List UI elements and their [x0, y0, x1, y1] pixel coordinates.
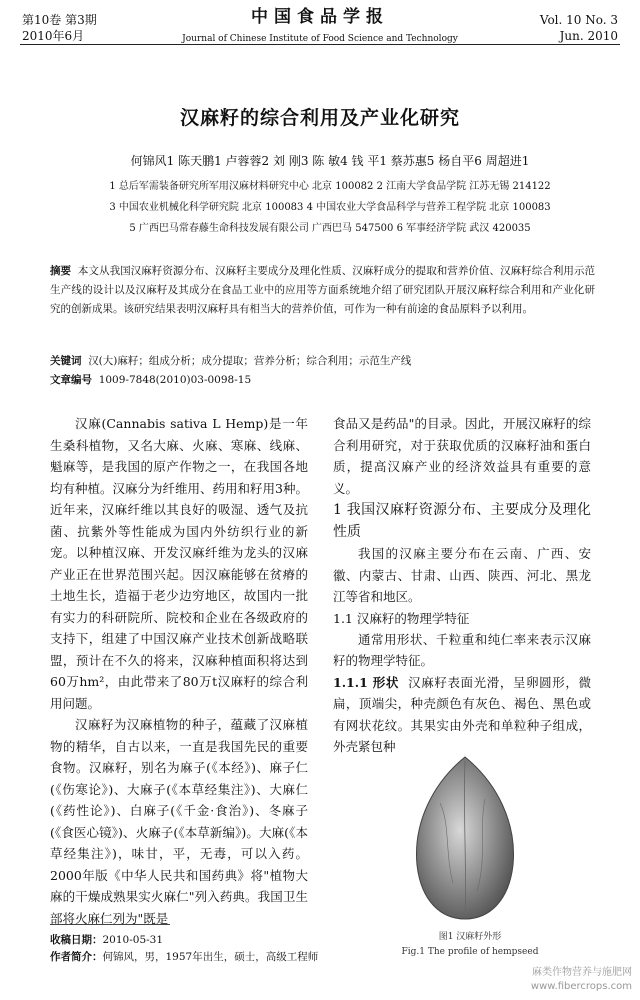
journal-title-en: Journal of Chinese Institute of Food Science and Technology [182, 34, 458, 44]
footnote [50, 932, 320, 966]
article-no-label: 文章编号 [50, 374, 92, 386]
author-bio: 何锦风，男，1957年出生，硕士，高级工程师 [102, 951, 319, 963]
article-no: 1009-7848(2010)03-0098-15 [98, 374, 252, 386]
abstract-label: 摘要 [50, 265, 72, 277]
keywords-text: 汉(大)麻籽；组成分析；成分提取；营养分析；综合利用；示范生产线 [88, 355, 412, 367]
left-column [50, 413, 308, 929]
author-list: 何锦风1 陈天鹏1 卢蓉蓉2 刘 刚3 陈 敏4 钱 平1 蔡苏惠5 杨自平6 周超进1 [130, 154, 530, 168]
body-paragraph: 汉麻籽表面光滑，呈卵圆形，微扁，顶端尖，种壳颜色有灰色、褐色、黑色或有网状花纹。其果实由外壳和单粒种子组成，外壳紧包种 [333, 674, 591, 754]
body-paragraph: 汉麻(Cannabis sativa L Hemp)是一年生桑科植物，又名大麻、火麻、寒麻、线麻、魁麻等，是我国的原产作物之一，在我国各地均有种植。汉麻分为纤维用、药用和籽用3种。近年来，汉麻纤维以其良好的吸湿、透气及抗菌、抗紫外等性能成为国内外纺织行业的新宠。以种植汉麻、开发汉麻纤维为龙头的汉麻产业正在世界范围兴起。因汉麻能够在贫瘠的土地生长，造福于老少边穷地区，故国内一批有实力的科研院所、院校和企业在各级政府的支持下，组建了中国汉麻产业技术创新战略联盟，预计在不久的将来，汉麻种植面积将达到60万hm²，由此带来了80万t汉麻籽的综合利用问题。 [50, 416, 308, 711]
hempseed-figure [405, 753, 525, 923]
body-paragraph: 我国的汉麻主要分布在云南、广西、安徽、内蒙古、甘肃、山西、陕西、河北、黑龙江等省和地区。 [333, 546, 591, 604]
body-paragraph: 通常用形状、千粒重和纯仁率来表示汉麻籽的物理学特征。 [333, 631, 591, 668]
figure-caption-en: Fig.1 The profile of hempseed [401, 947, 539, 957]
keywords-label: 关键词 [50, 355, 82, 367]
keywords-block [50, 352, 595, 390]
affiliations [40, 176, 620, 239]
paper-title: 汉麻籽的综合利用及产业化研究 [179, 107, 460, 129]
affiliation-line: 1 总后军需装备研究所军用汉麻材料研究中心 北京 100082 2 江南大学食品学院 江苏无锡 214122 [109, 181, 551, 192]
subsubsection-heading: 1.1.1 形状 [333, 674, 399, 690]
received-date: 2010-05-31 [102, 934, 164, 946]
affiliation-line: 5 广西巴马常春藤生命科技发展有限公司 广西巴马 547500 6 军事经济学院 武汉 420035 [129, 223, 531, 234]
header-rule [20, 44, 620, 45]
figure-caption-cn: 图1 汉麻籽外形 [438, 932, 502, 942]
journal-header [150, 6, 490, 46]
abstract-text: 本文从我国汉麻籽资源分布、汉麻籽主要成分及理化性质、汉麻籽成分的提取和营养价值、汉麻籽综合利用示范生产线的设计以及汉麻籽及其成分在食品工业中的应用等方面系统地介绍了研究团队开展汉麻籽综合利用和产业化研究的创新成果。该研究结果表明汉麻籽具有相当大的营养价值，可作为一种有前途的食品原料予以利用。 [50, 265, 596, 315]
volume-issue: 第10卷 第3期 2010年6月 [22, 13, 97, 43]
abstract [50, 262, 595, 319]
watermark: 麻类作物营养与施肥网 www.fibercrops.com [530, 967, 632, 992]
author-bio-label: 作者简介： [50, 951, 103, 963]
footnote-rule [50, 924, 170, 925]
volume-issue-en: Vol. 10 No. 3 Jun. 2010 [539, 13, 618, 43]
body-paragraph: 食品又是药品"的目录。因此，开展汉麻籽的综合利用研究，对于获取优质的汉麻籽油和蛋白质，提高汉麻产业的经济效益具有重要的意义。 [333, 416, 591, 496]
figure-caption [360, 930, 580, 960]
subsection-heading: 1.1 汉麻籽的物理学特征 [333, 610, 470, 626]
body-paragraph: 汉麻籽为汉麻植物的种子，蕴藏了汉麻植物的精华，自古以来，一直是我国先民的重要食物。汉麻籽，别名为麻子(《本经》)、麻子仁(《伤寒论》)、大麻子(《本草经集注》)、大麻仁(《药性论》)、白麻子(《千金·食治》)、冬麻子(《食医心镜》)、火麻子(《本草新编》)。大麻(《本草经集注》)，味甘，平，无毒，可以入药。2000年版《中华人民共和国药典》将"植物大麻的干燥成熟果实火麻仁"列入药典。我国卫生部将火麻仁列为"既是 [50, 717, 308, 926]
received-label: 收稿日期： [50, 934, 103, 946]
affiliation-line: 3 中国农业机械化科学研究院 北京 100083 4 中国农业大学食品科学与营养工程学院 北京 100083 [109, 202, 551, 213]
section-heading: 1 我国汉麻籽资源分布、主要成分及理化性质 [333, 502, 591, 540]
right-column [333, 413, 591, 758]
journal-title-cn: 中国食品学报 [251, 7, 389, 27]
